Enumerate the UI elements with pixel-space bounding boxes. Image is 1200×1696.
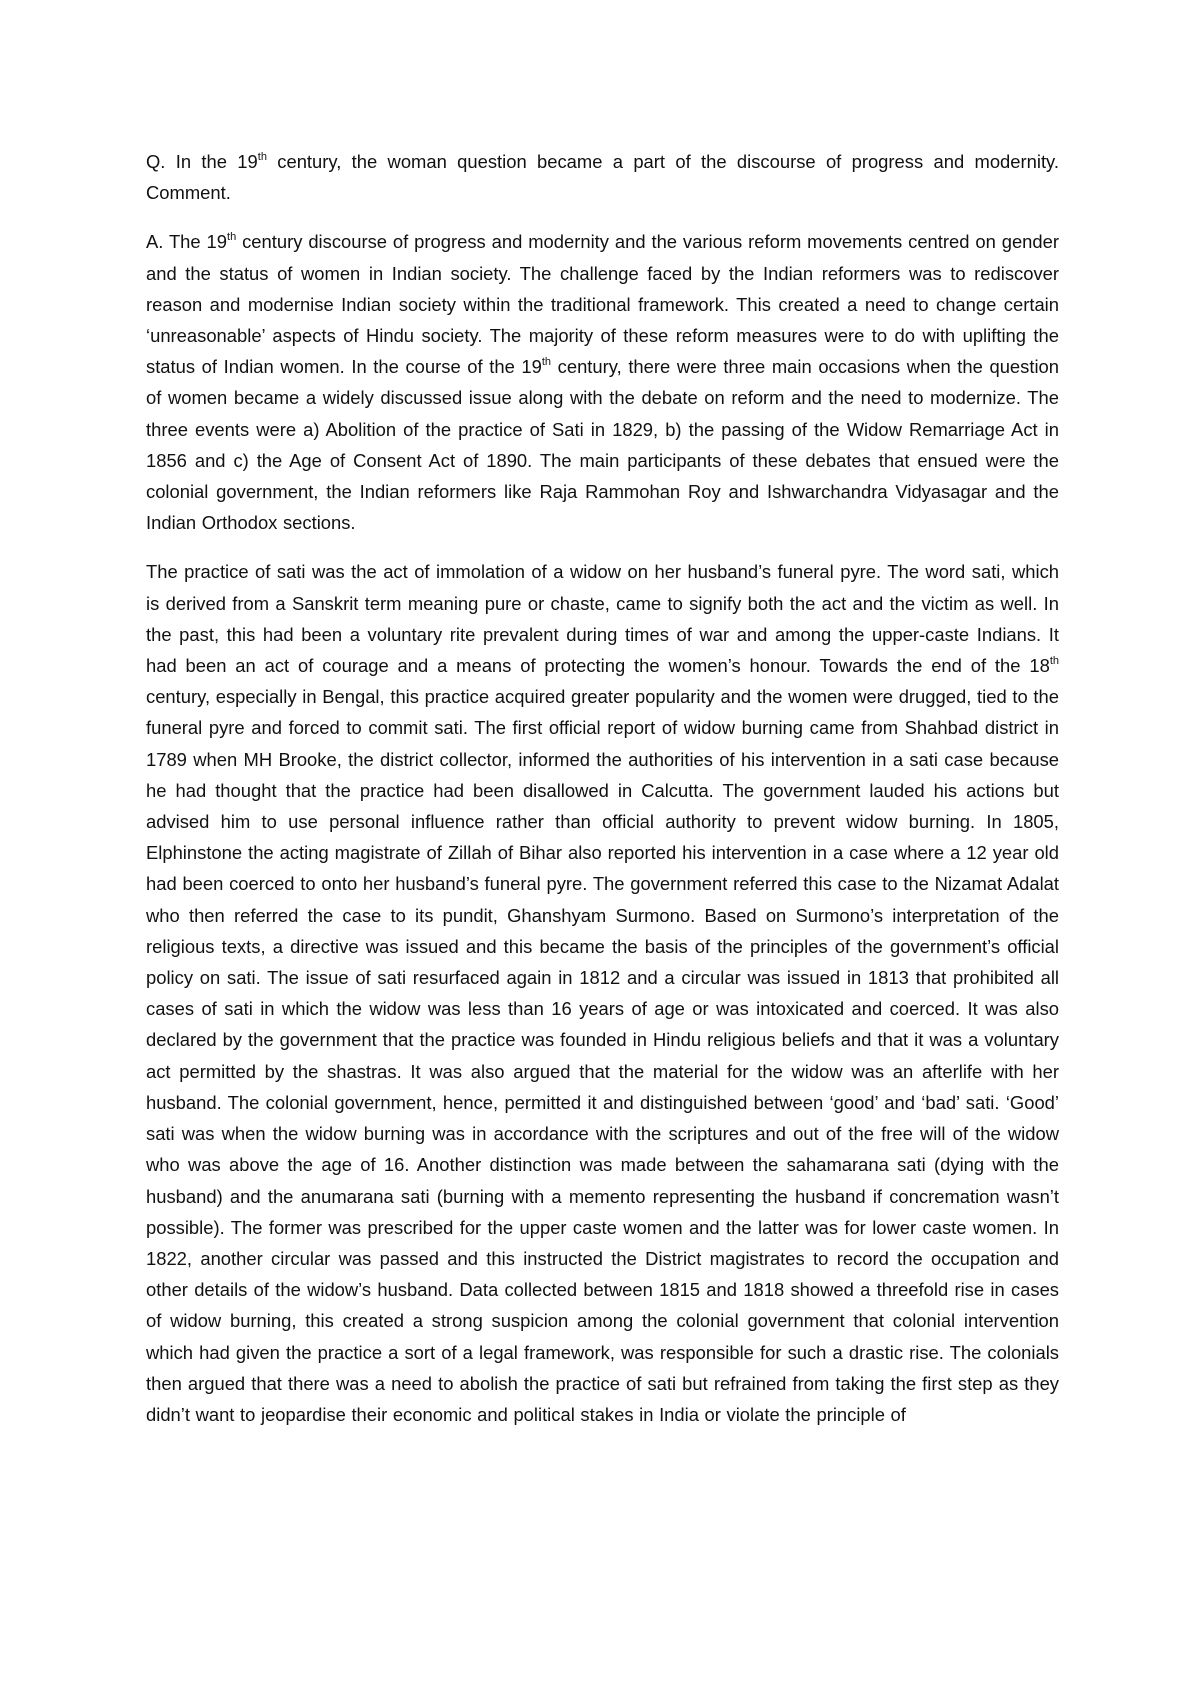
answer-p1-part-b: century discourse of progress and modernity and the various reform movements centred on gender and the status of women in Indian society. The challenge faced by the Indian reformers was to rediscover reason and modernise Indian society within the traditional framework. This created a need to change certain ‘unreasonable’ aspects of Hindu society. The majority of these reform measures were to do with uplifting the status of Indian women. In the course of the 19 — [146, 231, 1059, 378]
answer-p1-part-c: century, there were three main occasions when the question of women became a widely discussed issue along with the debate on reform and the need to modernize. The three events were a) Abolition of the practice of Sati in 1829, b) the passing of the Widow Remarriage Act in 1856 and c) the Age of Consent Act of 1890. The main participants of these debates that ensued were the colonial government, the Indian reformers like Raja Rammohan Roy and Ishwarchandra Vidyasagar and the Indian Orthodox sections. — [146, 356, 1059, 534]
question-text-start: Q. In the 19 — [146, 151, 258, 172]
question-paragraph — [146, 146, 1059, 208]
answer-paragraph-2 — [146, 556, 1059, 1430]
ordinal-superscript: th — [541, 356, 552, 369]
answer-p2-part-a: The practice of sati was the act of immolation of a widow on her husband’s funeral pyre. The word sati, which is derived from a Sanskrit term meaning pure or chaste, came to signify both the act and the victim as well. In the past, this had been a voluntary rite prevalent during times of war and among the upper-caste Indians. It had been an act of courage and a means of protecting the women’s honour. Towards the end of the 18 — [146, 561, 1059, 677]
ordinal-superscript: th — [257, 150, 267, 163]
answer-p2-part-b: century, especially in Bengal, this practice acquired greater popularity and the women were drugged, tied to the funeral pyre and forced to commit sati. The first official report of widow burning came from Shahbad district in 1789 when MH Brooke, the district collector, informed the authorities of his intervention in a sati case because he had thought that the practice had been disallowed in Calcutta. The government lauded his actions but advised him to use personal influence rather than official authority to prevent widow burning. In 1805, Elphinstone the acting magistrate of Zillah of Bihar also reported his intervention in a case where a 12 year old had been coerced to onto her husband’s funeral pyre. The government referred this case to the Nizamat Adalat who then referred the case to its pundit, Ghanshyam Surmono. Based on Surmono’s interpretation of the religious texts, a directive was issued and this became the basis of the principles of the government’s official policy on sati. The issue of sati resurfaced again in 1812 and a circular was issued in 1813 that prohibited all cases of sati in which the widow was less than 16 years of age or was intoxicated and coerced. It was also declared by the government that the practice was founded in Hindu religious beliefs and that it was a voluntary act permitted by the shastras. It was also argued that the material for the widow was an afterlife with her husband. The colonial government, hence, permitted it and distinguished between ‘good’ and ‘bad’ sati. ‘Good’ sati was when the widow burning was in accordance with the scriptures and out of the free will of the widow who was above the age of 16. Another distinction was made between the sahamarana sati (dying with the husband) and the anumarana sati (burning with a memento representing the husband if concremation wasn’t possible). The former was prescribed for the upper caste women and the latter was for lower caste women. In 1822, another circular was passed and this instructed the District magistrates to record the occupation and other details of the widow’s husband. Data collected between 1815 and 1818 showed a threefold rise in cases of widow burning, this created a strong suspicion among the colonial government that colonial intervention which had given the practice a sort of a legal framework, was responsible for such a drastic rise. The colonials then argued that there was a need to abolish the practice of sati but refrained from taking the first step as they didn’t want to jeopardise their economic and political stakes in India or violate the principle of — [146, 686, 1059, 1425]
answer-paragraph-1 — [146, 226, 1059, 538]
answer-p1-part-a: A. The 19 — [146, 231, 228, 253]
question-text-end: century, the woman question became a part of the discourse of progress and modernity. Comment. — [146, 151, 1059, 204]
ordinal-superscript: th — [1049, 654, 1059, 667]
document-page — [146, 146, 1059, 1430]
ordinal-superscript: th — [227, 231, 237, 244]
